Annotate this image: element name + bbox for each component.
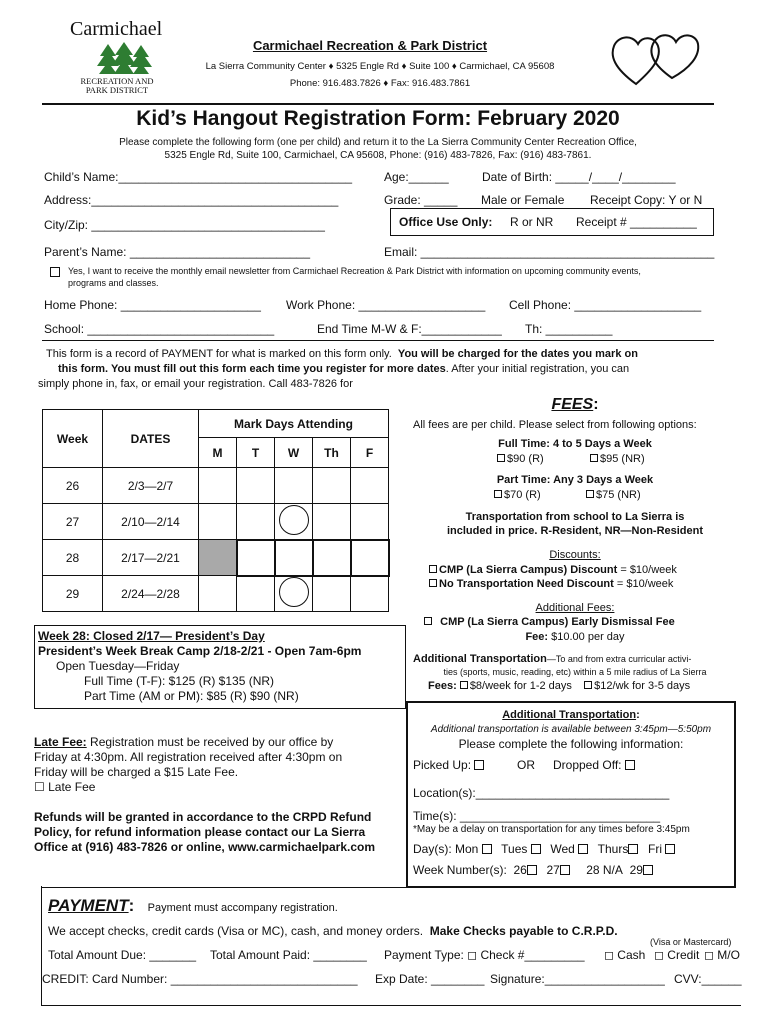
full-time-nr-option[interactable] bbox=[590, 453, 645, 465]
part-time-nr-option[interactable] bbox=[586, 489, 641, 501]
day-cell[interactable] bbox=[237, 540, 275, 576]
week-dates: 2/10—2/14 bbox=[103, 504, 199, 540]
email-field[interactable]: Email: ____________________________________________ bbox=[384, 245, 715, 259]
day-thurs-label: Thurs bbox=[597, 842, 629, 856]
no-transport-label: No Transportation Need Discount bbox=[439, 578, 614, 590]
week-dates: 2/24—2/28 bbox=[103, 576, 199, 612]
full-time-r-option[interactable] bbox=[497, 453, 544, 465]
addl-fee-1: $8/week for 1-2 days bbox=[469, 680, 572, 692]
payment-title: PAYMENT bbox=[48, 896, 129, 915]
delay-note: *May be a delay on transportation for any times before 3:45pm bbox=[413, 824, 690, 835]
notice-line-1 bbox=[46, 348, 638, 360]
day-header-w: W bbox=[275, 438, 313, 468]
instructions-line-2: 5325 Engle Rd, Suite 100, Carmichael, CA 95608, Phone: (916) 483-7826, Fax: (916) 483-7861. bbox=[164, 150, 592, 161]
child-name-field[interactable]: Child’s Name:___________________________________ bbox=[44, 170, 353, 184]
grade-field[interactable]: Grade: _____ bbox=[384, 193, 458, 207]
notice-l2a: this form. You must fill out this form each time you register for more dates bbox=[58, 363, 446, 375]
day-fri-label: Fri bbox=[648, 842, 663, 856]
day-cell[interactable] bbox=[351, 468, 389, 504]
day-cell[interactable] bbox=[351, 540, 389, 576]
org-name: Carmichael Recreation & Park District bbox=[252, 38, 488, 53]
cmp-discount-label: CMP (La Sierra Campus) Discount bbox=[439, 564, 618, 576]
picked-up-option[interactable] bbox=[413, 758, 487, 772]
org-phone: Phone: 916.483.7826 ♦ Fax: 916.483.7861 bbox=[289, 78, 471, 89]
transport-complete-info: Please complete the following information: bbox=[458, 737, 684, 751]
day-cell[interactable] bbox=[351, 504, 389, 540]
checkbox-icon[interactable] bbox=[578, 844, 588, 854]
or-label: OR bbox=[517, 758, 535, 772]
day-cell[interactable] bbox=[275, 540, 313, 576]
table-row bbox=[43, 540, 389, 576]
notice-l1b: You will be charged for the dates you mark on bbox=[397, 348, 638, 360]
age-field[interactable]: Age:______ bbox=[384, 170, 449, 184]
fees-intro: All fees are per child. Please select from following options: bbox=[413, 419, 697, 431]
payment-heading bbox=[48, 896, 338, 916]
checkbox-icon bbox=[429, 565, 437, 573]
logo-name: Carmichael bbox=[70, 18, 163, 40]
day-header-th: Th bbox=[313, 438, 351, 468]
fees-title-colon: : bbox=[593, 396, 599, 413]
addl-fees-label: Fees: bbox=[428, 680, 457, 692]
day-cell[interactable] bbox=[237, 576, 275, 612]
week28-full: Full Time (T-F): $125 (R) $135 (NR) bbox=[84, 674, 275, 688]
weeks-label: Week Number(s): bbox=[413, 863, 507, 877]
part-time-title: Part Time: Any 3 Days a Week bbox=[496, 474, 654, 486]
checkbox-icon bbox=[497, 454, 505, 462]
day-cell[interactable] bbox=[237, 504, 275, 540]
transport-title-colon: : bbox=[636, 709, 640, 721]
checkbox-icon bbox=[586, 490, 594, 498]
late-fee-line-2: Friday at 4:30pm. All registration received after 4:30pm on bbox=[34, 750, 343, 764]
day-cell[interactable] bbox=[199, 576, 237, 612]
week-dates: 2/3—2/7 bbox=[103, 468, 199, 504]
week-select bbox=[413, 863, 656, 877]
form-title: Kid’s Hangout Registration Form: February 2020 bbox=[136, 107, 620, 130]
header-rule bbox=[42, 103, 714, 105]
early-fee-label: Fee: bbox=[525, 631, 552, 643]
part-time-nr-label: $75 (NR) bbox=[596, 489, 641, 501]
card-number-field[interactable]: CREDIT: Card Number: ____________________________ bbox=[42, 972, 358, 986]
days-label: Day(s): bbox=[413, 842, 455, 856]
transport-title-text: Additional Transportation bbox=[502, 709, 637, 721]
payment-accept: We accept checks, credit cards (Visa or MC), cash, and money orders. bbox=[48, 924, 424, 938]
r-or-nr-field[interactable]: R or NR bbox=[510, 215, 554, 229]
addl-transport-desc-1 bbox=[413, 653, 691, 665]
transport-note-2: included in price. R-Resident, NR—Non-Resident bbox=[446, 525, 704, 537]
receipt-copy-field[interactable]: Receipt Copy: Y or N bbox=[590, 193, 703, 207]
signature-field[interactable]: Signature:__________________ bbox=[490, 972, 665, 986]
payment-must: Payment must accompany registration. bbox=[147, 902, 338, 914]
th-end-time-field[interactable]: Th: __________ bbox=[525, 322, 613, 336]
home-phone-field[interactable]: Home Phone: _____________________ bbox=[44, 298, 261, 312]
newsletter-text-1: Yes, I want to receive the monthly email newsletter from Carmichael Recreation & Park District with information on upcoming community events, bbox=[68, 266, 641, 276]
payment-type-mo[interactable]: ◻ M/O bbox=[704, 948, 740, 962]
mark-days-header: Mark Days Attending bbox=[199, 410, 389, 438]
checkbox-icon[interactable] bbox=[460, 681, 468, 689]
circle-mark bbox=[279, 505, 309, 535]
week28-part: Part Time (AM or PM): $85 (R) $90 (NR) bbox=[84, 689, 299, 703]
day-select bbox=[413, 842, 678, 856]
location-field[interactable]: Location(s):_____________________________ bbox=[413, 786, 670, 800]
newsletter-text-2: programs and classes. bbox=[68, 278, 159, 288]
day-header-t: T bbox=[237, 438, 275, 468]
table-row bbox=[43, 504, 389, 540]
notice-l1a: This form is a record of PAYMENT for what is marked on this form only. bbox=[46, 348, 392, 360]
checkbox-icon bbox=[474, 760, 484, 770]
week-number: 29 bbox=[43, 576, 103, 612]
day-cell[interactable] bbox=[275, 576, 313, 612]
payment-make-checks: Make Checks payable to C.R.P.D. bbox=[429, 924, 618, 938]
dates-header: DATES bbox=[103, 410, 199, 468]
week28-open: Open Tuesday—Friday bbox=[56, 659, 180, 673]
late-fee-line-3: Friday will be charged a $15 Late Fee. bbox=[34, 765, 239, 779]
addl-transport-bold: Additional Transportation bbox=[413, 653, 547, 665]
week-28-label: 28 N/A bbox=[586, 863, 623, 877]
early-dismissal-label: CMP (La Sierra Campus) Early Dismissal Fee bbox=[440, 616, 675, 628]
week-26-label: 26 bbox=[513, 863, 527, 877]
part-time-r-label: $70 (R) bbox=[504, 489, 541, 501]
day-cell[interactable] bbox=[313, 576, 351, 612]
notice-line-3: simply phone in, fax, or email your registration. Call 483-7826 for bbox=[38, 378, 353, 390]
late-fee-checkbox[interactable]: ☐ Late Fee bbox=[34, 780, 96, 794]
checkbox-icon[interactable] bbox=[527, 865, 537, 875]
addl-transport-fees bbox=[428, 680, 690, 692]
org-address: La Sierra Community Center ♦ 5325 Engle Rd ♦ Suite 100 ♦ Carmichael, CA 95608 bbox=[205, 61, 555, 72]
payment-type-check[interactable]: Payment Type: ◻ Check #_________ bbox=[384, 948, 585, 962]
week-number: 28 bbox=[43, 540, 103, 576]
cmp-discount-amount: = $10/week bbox=[617, 564, 677, 576]
exp-date-field[interactable]: Exp Date: ________ bbox=[375, 972, 485, 986]
day-cell[interactable] bbox=[199, 504, 237, 540]
cvv-field[interactable]: CVV:______ bbox=[674, 972, 742, 986]
early-dismissal-option[interactable] bbox=[424, 616, 675, 628]
end-time-field[interactable]: End Time M-W & F:____________ bbox=[317, 322, 502, 336]
fields-rule bbox=[42, 340, 714, 341]
table-row bbox=[43, 576, 389, 612]
payment-type-cash[interactable]: ◻ Cash bbox=[604, 948, 646, 962]
visa-mastercard-note: (Visa or Mastercard) bbox=[650, 937, 732, 947]
checkbox-icon[interactable] bbox=[665, 844, 675, 854]
hearts-icon bbox=[608, 28, 704, 88]
cell-phone-field[interactable]: Cell Phone: ___________________ bbox=[509, 298, 702, 312]
day-cell[interactable] bbox=[275, 504, 313, 540]
dropped-off-option[interactable] bbox=[553, 758, 638, 772]
fees-title-text: FEES bbox=[551, 396, 594, 413]
payment-top-rule bbox=[41, 887, 407, 888]
late-fee-label: Late Fee: bbox=[34, 735, 87, 749]
circle-mark bbox=[279, 577, 309, 607]
fees-title bbox=[410, 396, 740, 414]
time-field[interactable]: Time(s): ______________________________ bbox=[413, 809, 661, 823]
week28-camp: President’s Week Break Camp 2/18-2/21 - Open 7am-6pm bbox=[38, 644, 362, 658]
refund-line-1: Refunds will be granted in accordance to the CRPD Refund bbox=[34, 810, 372, 824]
early-dismissal-fee bbox=[410, 631, 740, 643]
payment-bottom-rule bbox=[41, 1005, 741, 1006]
checkbox-icon bbox=[494, 490, 502, 498]
transport-note-1: Transportation from school to La Sierra is bbox=[465, 511, 685, 523]
receipt-number-field[interactable]: Receipt # __________ bbox=[576, 215, 697, 229]
week-number: 26 bbox=[43, 468, 103, 504]
full-time-title: Full Time: 4 to 5 Days a Week bbox=[498, 438, 652, 450]
discounts-title: Discounts: bbox=[549, 549, 601, 561]
transport-box-title bbox=[406, 709, 736, 721]
checkbox-icon[interactable] bbox=[560, 865, 570, 875]
day-wed-label: Wed bbox=[550, 842, 575, 856]
checkbox-icon bbox=[429, 579, 437, 587]
full-time-r-label: $90 (R) bbox=[507, 453, 544, 465]
refund-line-2: Policy, for refund information please contact our La Sierra bbox=[34, 825, 366, 839]
logo-sub-1: RECREATION AND bbox=[80, 76, 154, 86]
late-fee-l1: Registration must be received by our office by bbox=[86, 735, 334, 749]
checkbox-icon[interactable] bbox=[584, 681, 592, 689]
instructions-line-1: Please complete the following form (one per child) and return it to the La Sierra Community Center Recreation Office, bbox=[119, 137, 637, 148]
total-due-field[interactable]: Total Amount Due: _______ bbox=[48, 948, 197, 962]
day-cell[interactable] bbox=[275, 468, 313, 504]
newsletter-checkbox[interactable] bbox=[50, 267, 60, 277]
week-number: 27 bbox=[43, 504, 103, 540]
table-row bbox=[43, 468, 389, 504]
checkbox-icon[interactable] bbox=[643, 865, 653, 875]
closed-day-cell bbox=[199, 540, 237, 576]
day-tues-label: Tues bbox=[501, 842, 528, 856]
notice-l2b: . After your initial registration, you can bbox=[445, 363, 630, 375]
day-cell[interactable] bbox=[313, 504, 351, 540]
late-fee-line-1 bbox=[34, 735, 333, 749]
early-fee-value: $10.00 per day bbox=[551, 631, 625, 643]
part-time-r-option[interactable] bbox=[494, 489, 541, 501]
payment-colon: : bbox=[128, 896, 135, 915]
day-cell[interactable] bbox=[237, 468, 275, 504]
parent-name-field[interactable]: Parent’s Name: ___________________________ bbox=[44, 245, 311, 259]
address-field[interactable]: Address:_____________________________________ bbox=[44, 193, 339, 207]
day-cell[interactable] bbox=[199, 468, 237, 504]
picked-up-label: Picked Up: bbox=[413, 758, 472, 772]
no-transport-amount: = $10/week bbox=[613, 578, 674, 590]
payment-type-credit[interactable]: ◻ Credit bbox=[654, 948, 700, 962]
week28-title: Week 28: Closed 2/17— President’s Day bbox=[38, 629, 265, 643]
addl-transport-text: —To and from extra curricular activi- bbox=[546, 654, 692, 664]
day-cell[interactable] bbox=[351, 576, 389, 612]
logo-sub-2: PARK DISTRICT bbox=[85, 85, 149, 95]
transport-availability: Additional transportation is available between 3:45pm—5:50pm bbox=[430, 724, 712, 735]
school-field[interactable]: School: ____________________________ bbox=[44, 322, 275, 336]
addl-transport-desc-2: ties (sports, music, reading, etc) within a 5 mile radius of La Sierra bbox=[443, 667, 707, 677]
day-mon-label: Mon bbox=[455, 842, 479, 856]
work-phone-field[interactable]: Work Phone: ___________________ bbox=[286, 298, 486, 312]
week-27-label: 27 bbox=[546, 863, 560, 877]
week-29-label: 29 bbox=[629, 863, 643, 877]
cmp-discount-option[interactable] bbox=[429, 564, 677, 576]
refund-line-3: Office at (916) 483-7826 or online, www.carmichaelpark.com bbox=[34, 840, 376, 854]
no-transport-option[interactable] bbox=[429, 578, 673, 590]
day-cell[interactable] bbox=[313, 540, 351, 576]
total-paid-field[interactable]: Total Amount Paid: ________ bbox=[210, 948, 367, 962]
day-header-m: M bbox=[199, 438, 237, 468]
office-use-label: Office Use Only: bbox=[399, 215, 493, 229]
city-zip-field[interactable]: City/Zip: ___________________________________ bbox=[44, 218, 325, 232]
checkbox-icon bbox=[590, 454, 598, 462]
dob-field[interactable]: Date of Birth: _____/____/________ bbox=[482, 170, 676, 184]
checkbox-icon[interactable] bbox=[482, 844, 492, 854]
day-cell[interactable] bbox=[313, 468, 351, 504]
checkbox-icon[interactable] bbox=[531, 844, 541, 854]
trees-logo-icon bbox=[93, 42, 155, 76]
gender-field[interactable]: Male or Female bbox=[481, 193, 565, 207]
week-dates: 2/17—2/21 bbox=[103, 540, 199, 576]
dropped-off-label: Dropped Off: bbox=[553, 758, 622, 772]
attendance-table bbox=[42, 409, 390, 612]
week-header: Week bbox=[43, 410, 103, 468]
notice-line-2 bbox=[58, 363, 629, 375]
checkbox-icon[interactable] bbox=[628, 844, 638, 854]
full-time-nr-label: $95 (NR) bbox=[600, 453, 645, 465]
payment-accept-line bbox=[48, 924, 618, 938]
addl-fee-2: $12/wk for 3-5 days bbox=[594, 680, 691, 692]
payment-left-rule bbox=[41, 886, 42, 1006]
checkbox-icon bbox=[424, 617, 432, 625]
checkbox-icon bbox=[625, 760, 635, 770]
day-header-f: F bbox=[351, 438, 389, 468]
additional-fees-title: Additional Fees: bbox=[535, 602, 615, 614]
